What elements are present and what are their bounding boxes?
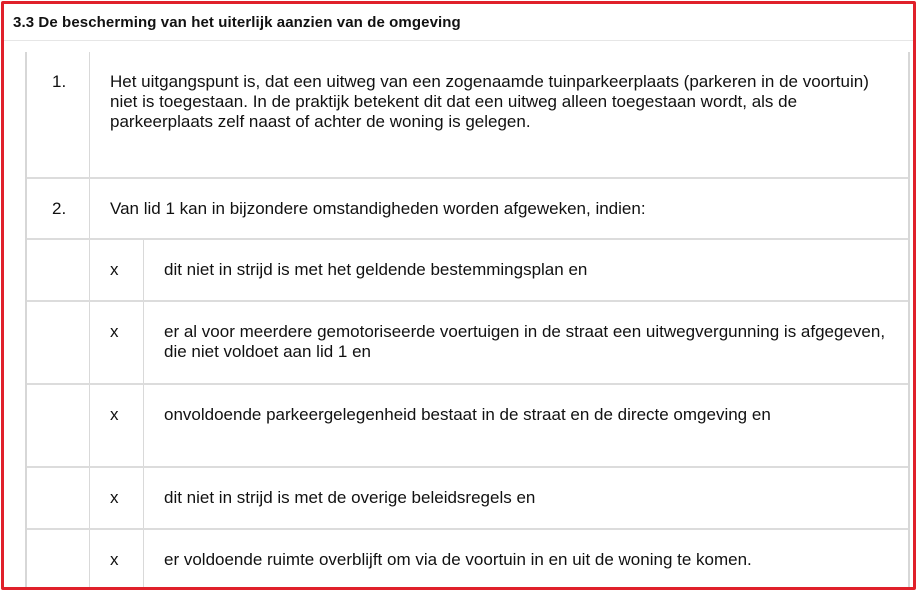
table-row <box>27 240 908 302</box>
condition-marker: x <box>110 550 119 569</box>
empty-cell <box>27 240 90 300</box>
condition-marker: x <box>110 322 119 341</box>
item-text: Van lid 1 kan in bijzondere omstandigheden worden afgeweken, indien: <box>110 199 646 218</box>
table-row <box>27 530 908 590</box>
condition-marker: x <box>110 405 119 424</box>
number-cell <box>27 179 90 238</box>
marker-cell <box>89 530 144 590</box>
empty-cell <box>27 302 90 383</box>
empty-cell <box>27 385 90 466</box>
marker-cell <box>89 385 144 466</box>
condition-text: onvoldoende parkeergelegenheid bestaat in de straat en de directe omgeving en <box>164 405 771 424</box>
marker-cell <box>89 302 144 383</box>
table-row <box>27 302 908 385</box>
empty-cell <box>27 530 90 590</box>
item-text: Het uitgangspunt is, dat een uitweg van een zogenaamde tuinparkeerplaats (parkeren in de voortuin) niet is toegestaan. In de praktijk betekent dit dat een uitweg alleen toegestaan wordt, als de parkeerplaats zelf naast of achter de woning is gelegen. <box>110 72 869 131</box>
table-row <box>27 52 908 179</box>
rules-table <box>25 52 910 590</box>
condition-text: dit niet in strijd is met de overige beleidsregels en <box>164 488 536 507</box>
document-frame <box>1 1 916 590</box>
marker-cell <box>89 240 144 300</box>
table-row <box>27 179 908 240</box>
condition-text: dit niet in strijd is met het geldende bestemmingsplan en <box>164 260 588 279</box>
condition-text: er al voor meerdere gemotoriseerde voertuigen in de straat een uitwegvergunning is afgegeven, die niet voldoet aan lid 1 en <box>164 322 886 361</box>
item-number: 2. <box>52 199 67 218</box>
number-cell <box>27 52 90 177</box>
empty-cell <box>27 468 90 528</box>
condition-text: er voldoende ruimte overblijft om via de voortuin in en uit de woning te komen. <box>164 550 752 569</box>
marker-cell <box>89 468 144 528</box>
section-title: 3.3 De bescherming van het uiterlijk aanzien van de omgeving <box>13 14 461 31</box>
table-row <box>27 468 908 530</box>
item-number: 1. <box>52 72 67 91</box>
condition-marker: x <box>110 488 119 507</box>
table-row <box>27 385 908 468</box>
title-divider <box>4 40 913 41</box>
condition-marker: x <box>110 260 119 279</box>
